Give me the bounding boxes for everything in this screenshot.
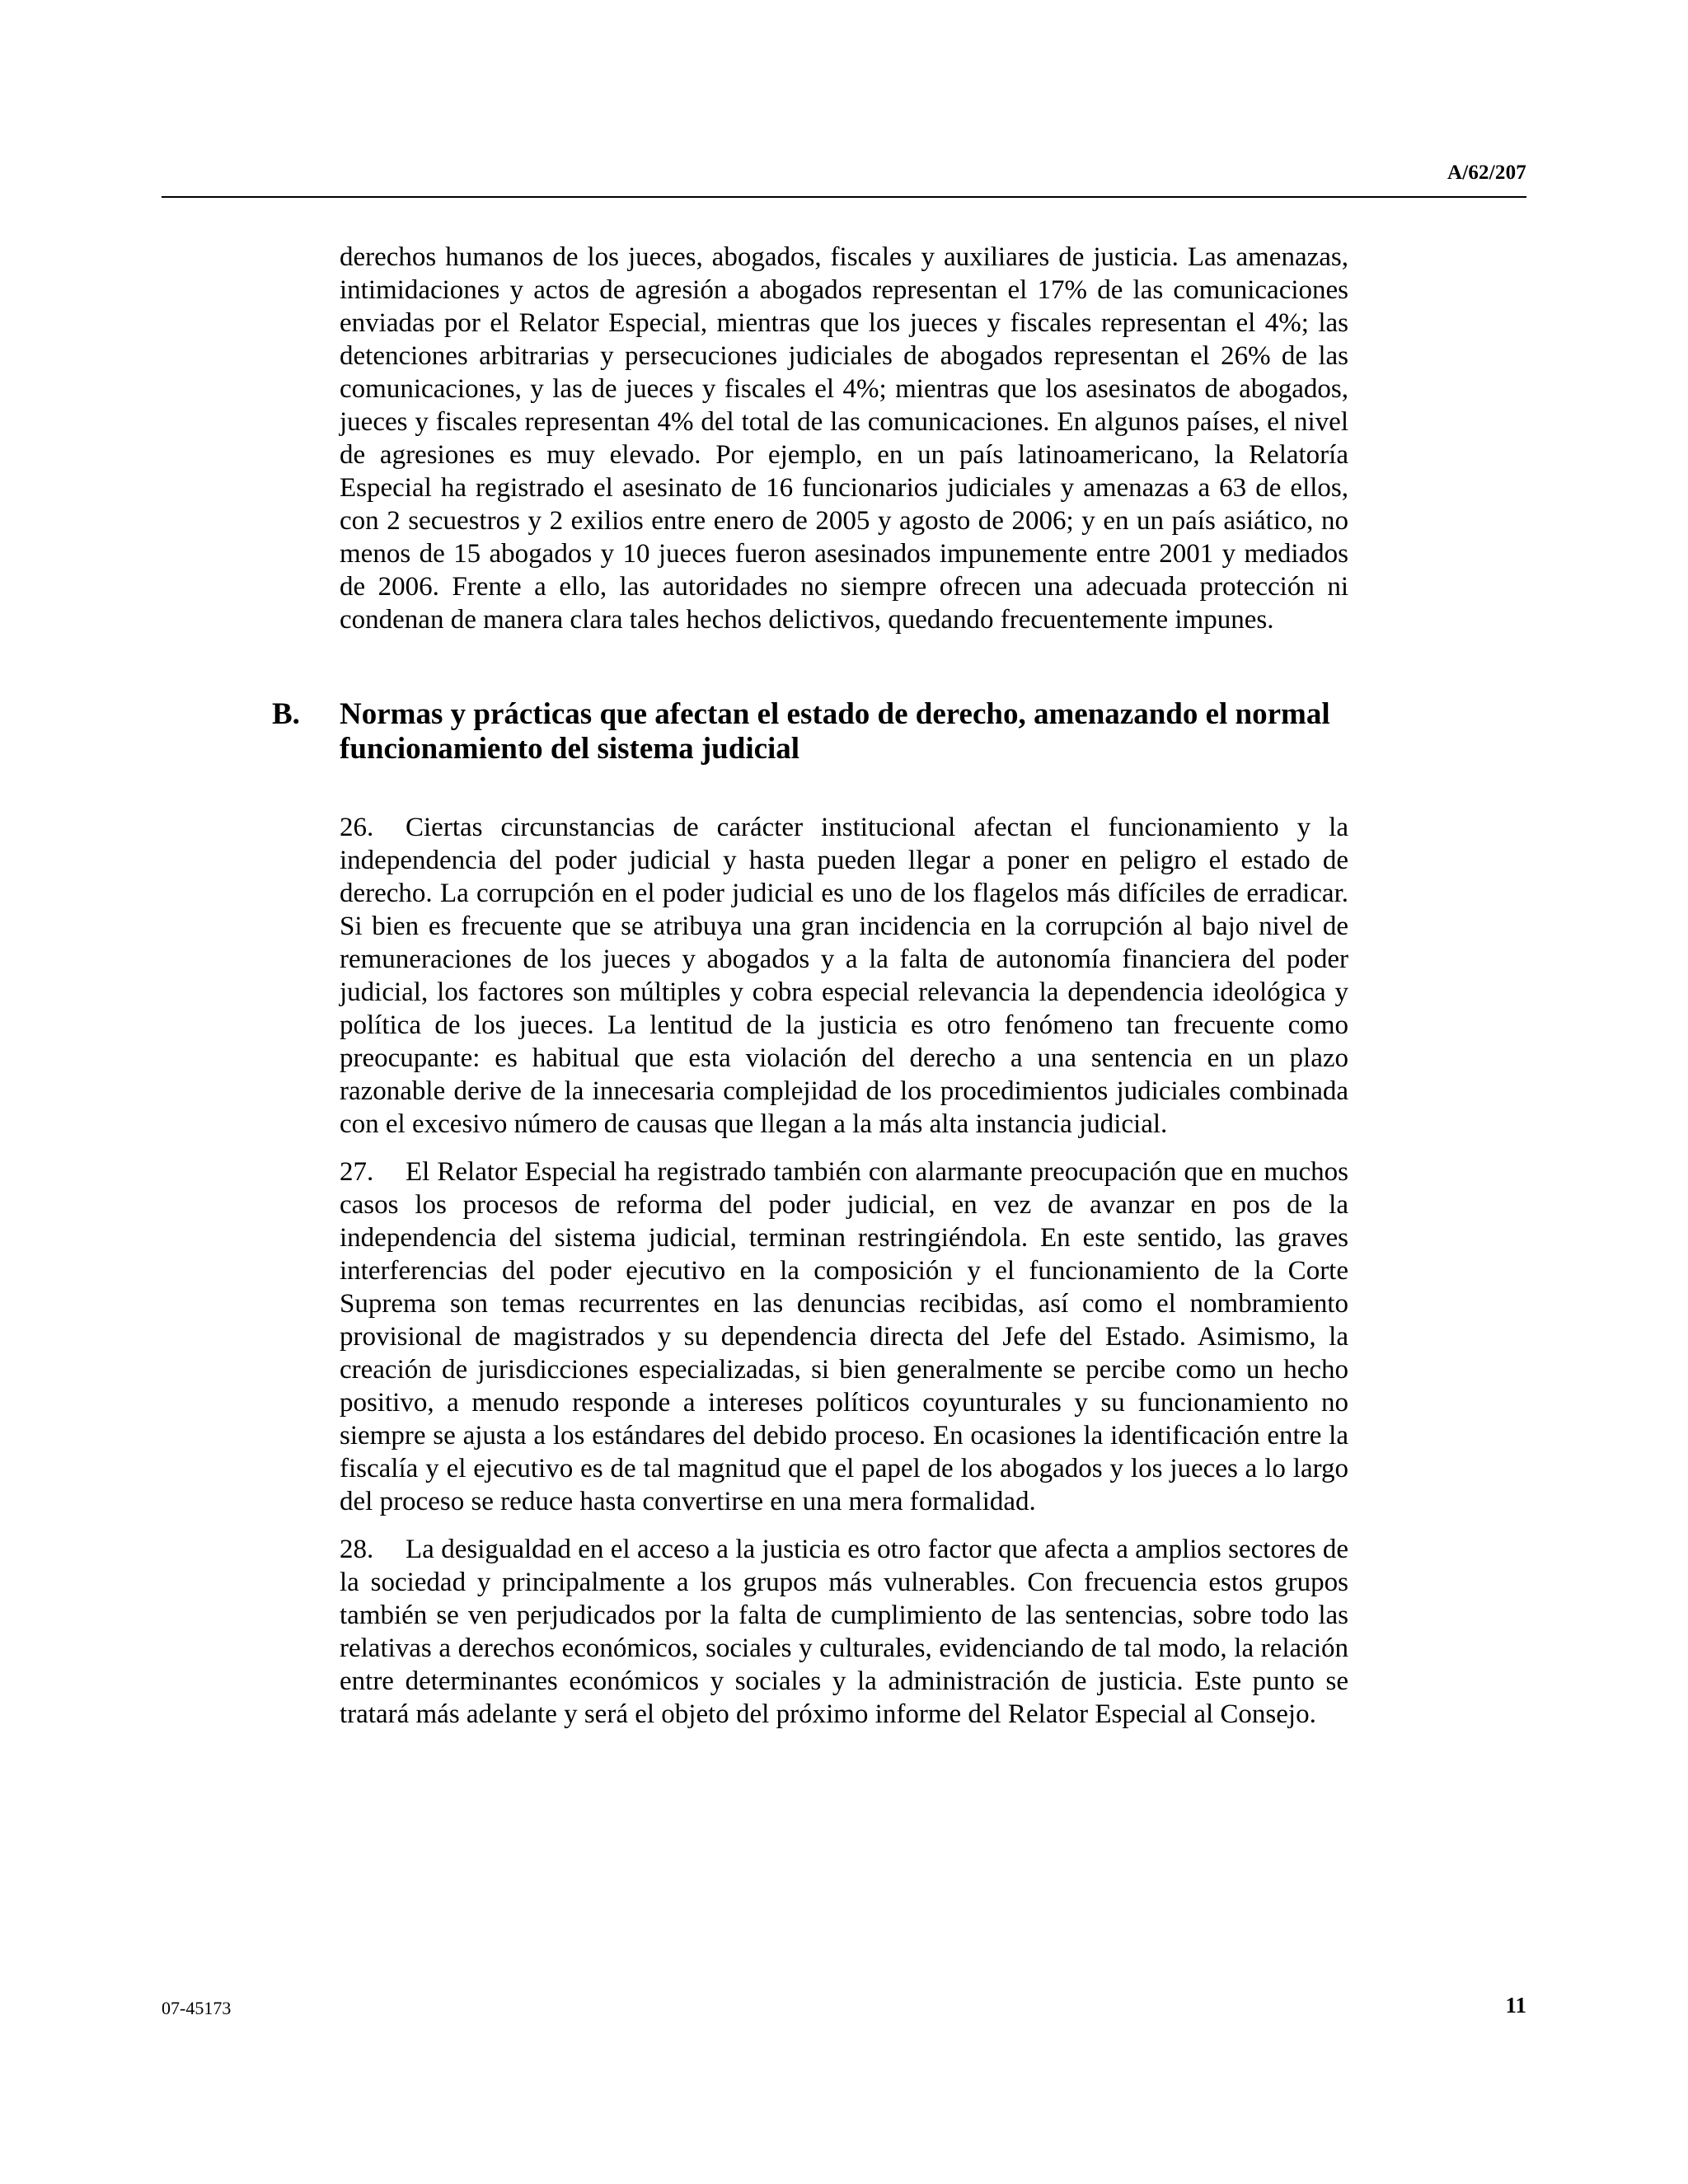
paragraph-text: Ciertas circunstancias de carácter institucional afectan el funcionamiento y la independencia del poder judicial y hasta pueden llegar a poner en peligro el estado de derecho. La corrupción en el poder judicial es uno de los flagelos más difíciles de erradicar. Si bien es frecuente que se atribuya una gran incidencia en la corrupción al bajo nivel de remuneraciones de los jueces y abogados y a la falta de autonomía financiera del poder judicial, los factores son múltiples y cobra especial relevancia la dependencia ideológica y política de los jueces. La lentitud de la justicia es otro fenómeno tan frecuente como preocupante: es habitual que esta violación del derecho a una sentencia en un plazo razonable derive de la innecesaria complejidad de los procedimientos judiciales combinada con el excesivo número de causas que llegan a la más alta instancia judicial. [340, 813, 1348, 1139]
document-body [272, 241, 1348, 1746]
page-number: 11 [1505, 1993, 1526, 2018]
paragraph-number: 26. [340, 813, 374, 842]
paragraph-28 [340, 1533, 1348, 1731]
job-number: 07-45173 [162, 1998, 232, 2018]
paragraph-number: 27. [340, 1157, 374, 1187]
paragraph-27 [340, 1155, 1348, 1518]
paragraph-26 [340, 811, 1348, 1141]
section-heading [272, 651, 1348, 811]
paragraph-number: 28. [340, 1535, 374, 1564]
continuation-paragraph: derechos humanos de los jueces, abogados, fiscales y auxiliares de justicia. Las amenazas, intimidaciones y actos de agresión a abogados representan el 17% de las comunicaciones enviadas por el Relator Especial, mientras que los jueces y fiscales representan el 4%; las detenciones arbitrarias y persecuciones judiciales de abogados representan el 26% de las comunicaciones, y las de jueces y fiscales el 4%; mientras que los asesinatos de abogados, jueces y fiscales representan 4% del total de las comunicaciones. En algunos países, el nivel de agresiones es muy elevado. Por ejemplo, en un país latinoamericano, la Relatoría Especial ha registrado el asesinato de 16 funcionarios judiciales y amenazas a 63 de ellos, con 2 secuestros y 2 exilios entre enero de 2005 y agosto de 2006; y en un país asiático, no menos de 15 abogados y 10 jueces fueron asesinados impunemente entre 2001 y mediados de 2006. Frente a ello, las autoridades no siempre ofrecen una adecuada protección ni condenan de manera clara tales hechos delictivos, quedando frecuentemente impunes. [340, 242, 1348, 635]
section-title: Normas y prácticas que afectan el estado de derecho, amenazando el normal funcionamiento del sistema judicial [340, 697, 1330, 766]
paragraph-text: La desigualdad en el acceso a la justicia es otro factor que afecta a amplios sectores de la sociedad y principalmente a los grupos más vulnerables. Con frecuencia estos grupos también se ven perjudicados por la falta de cumplimiento de las sentencias, sobre todo las relativas a derechos económicos, sociales y culturales, evidenciando de tal modo, la relación entre determinantes económicos y sociales y la administración de justicia. Este punto se tratará más adelante y será el objeto del próximo informe del Relator Especial al Consejo. [340, 1535, 1348, 1729]
paragraph-text: El Relator Especial ha registrado también con alarmante preocupación que en muchos casos los procesos de reforma del poder judicial, en vez de avanzar en pos de la independencia del sistema judicial, terminan restringiéndola. En este sentido, las graves interferencias del poder ejecutivo en la composición y el funcionamiento de la Corte Suprema son temas recurrentes en las denuncias recibidas, así como el nombramiento provisional de magistrados y su dependencia directa del Jefe del Estado. Asimismo, la creación de jurisdicciones especializadas, si bien generalmente se percibe como un hecho positivo, a menudo responde a intereses políticos coyunturales y su funcionamiento no siempre se ajusta a los estándares del debido proceso. En ocasiones la identificación entre la fiscalía y el ejecutivo es de tal magnitud que el papel de los abogados y los jueces a lo largo del proceso se reduce hasta convertirse en una mera formalidad. [340, 1157, 1348, 1516]
document-symbol: A/62/207 [1447, 162, 1526, 184]
header-rule [162, 196, 1526, 198]
section-letter: B. [272, 697, 300, 731]
